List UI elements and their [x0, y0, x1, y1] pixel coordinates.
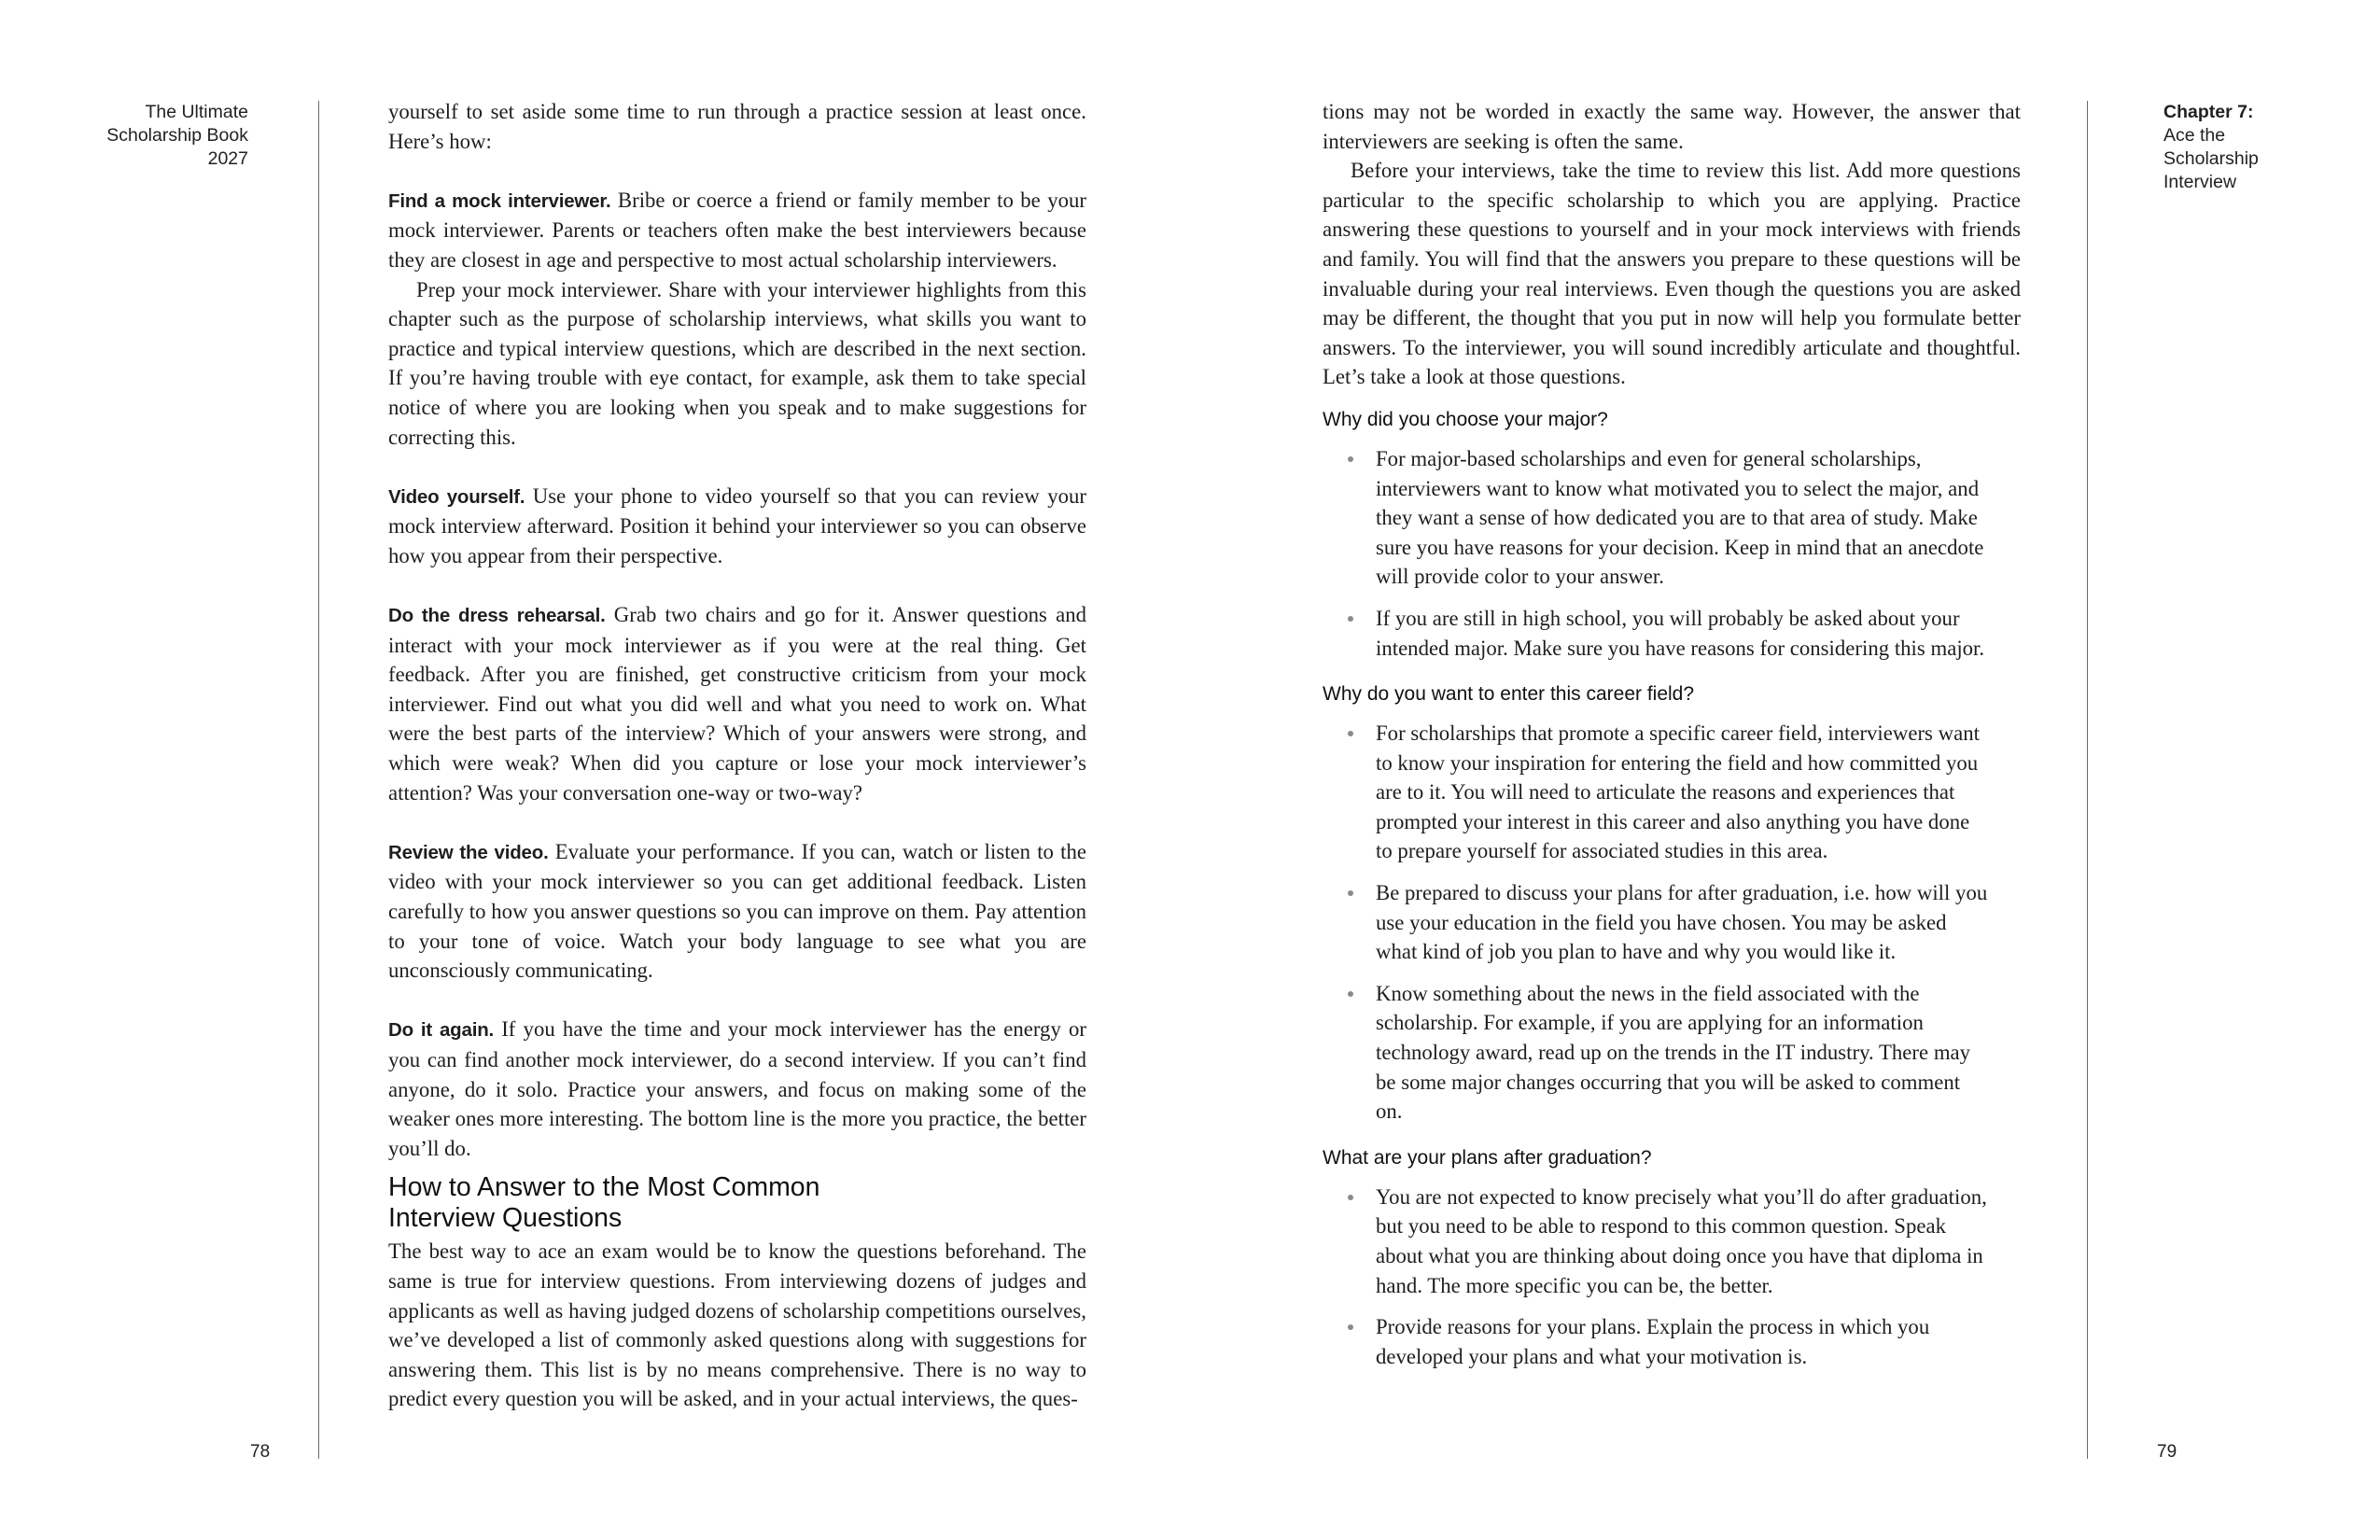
list-item: [1376, 878, 1991, 967]
step-title: Do the dress rehearsal.: [388, 605, 606, 627]
question-heading: What are your plans after graduation?: [1323, 1146, 1652, 1169]
step-prep-paragraph: Prep your mock interviewer. Share with your interviewer highlights from this chapter such as the purpose of scholarship interviews, what skills you want to practice and typical interview questions, which are described in the next section. If you’re having trouble with eye contact, for example, ask them to take special notice of where you are looking when you speak and to make suggestions for correcting this.: [388, 277, 1086, 449]
list-item: [1376, 719, 1991, 866]
bullet-icon: [1348, 890, 1353, 896]
running-head-line: Interview: [2163, 172, 2237, 192]
question-heading: Why do you want to enter this career field?: [1323, 683, 1695, 706]
left-margin-rule: [318, 101, 319, 1459]
running-head-line: 2027: [207, 148, 248, 169]
question-heading: Why did you choose your major?: [1323, 408, 1608, 430]
running-head-book-title: [56, 101, 248, 171]
intro-paragraph: yourself to set aside some time to run through a practice session at least once. Here’s how:: [388, 100, 1086, 153]
running-head-line: Ace the: [2163, 125, 2226, 146]
step-title: Do it again.: [388, 1019, 495, 1042]
bullet-icon: [1348, 616, 1353, 622]
step-title: Find a mock interviewer.: [388, 189, 611, 212]
running-head-chapter: [2163, 101, 2341, 194]
right-page-number: 79: [2157, 1442, 2177, 1462]
bullet-icon: [1348, 991, 1353, 997]
step-text: Use your phone to video yourself so that you can review your mock interview afterward. Position it behind your interviewer so you can observe how you appear from their perspective.: [388, 483, 1086, 567]
step-title: Review the video.: [388, 841, 549, 863]
bullet-text: For scholarships that promote a specific career field, interviewers want to know your inspiration for entering the field and how committed you are to it. You will need to articulate the reasons and experiences that prompted your interest in this career and also anything you have done to prepare yourself for associated studies in this area.: [1376, 721, 1980, 863]
step-dress-rehearsal: [388, 600, 1086, 807]
review-list-paragraph: Before your interviews, take the time to review this list. Add more questions particular to the specific scholarship to which you are applying. Practice answering these questions to yourself and in your mock interviews with friends and family. You will find that the answers you prepare to these questions will be invaluable during your real interviews. Even though the questions you are asked may be different, the thought that you put in now will help you formulate better answers. To the interviewer, you will sound incredibly articulate and thoughtful. Let’s take a look at those questions.: [1323, 159, 2021, 389]
bullet-icon: [1348, 1324, 1353, 1330]
bullet-text: You are not expected to know precisely what you’ll do after graduation, but you need to be able to respond to this common question. Speak about what you are thinking about doing once you have that diploma in hand. The more specific you can be, the better.: [1376, 1184, 1987, 1297]
bullet-icon: [1348, 731, 1353, 736]
right-margin-rule: [2087, 101, 2088, 1459]
step-text: Evaluate your performance. If you can, watch or listen to the video with your mock interviewer so you can get additional feedback. Listen carefully to how you answer questions so you can improve on them. Pay attention to your tone of voice. Watch your body language to see what you are unconsciously communicating.: [388, 839, 1086, 983]
left-page-number: 78: [250, 1442, 271, 1462]
bullet-icon: [1348, 1195, 1353, 1200]
step-find-mock-interviewer: [388, 186, 1086, 275]
bullet-text: For major-based scholarships and even for general scholarships, interviewers want to know what motivated you to select the major, and they want a sense of how dedicated you are to that area of study. Make sure you have reasons for your decision. Keep in mind that an anecdote will provide color to your answer.: [1376, 446, 1984, 589]
section-intro-paragraph: The best way to ace an exam would be to know the questions beforehand. The same is true for interview questions. From interviewing dozens of judges and applicants as well as having judged dozens of scholarship competitions ourselves, we’ve developed a list of commonly asked questions along with suggestions for answering them. This list is by no means comprehensive. There is no way to predict every question you will be asked, and in your actual interviews, the ques-: [388, 1239, 1086, 1411]
section-heading: [388, 1172, 1086, 1234]
list-item: [1376, 979, 1991, 1127]
list-item: [1376, 1312, 1991, 1371]
bullet-icon: [1348, 456, 1353, 462]
step-video-yourself: [388, 482, 1086, 571]
answer-bullet-list: [1323, 719, 1991, 1127]
step-text: Bribe or coerce a friend or family member to be your mock interviewer. Parents or teachers often make the best interviewers because they are closest in age and perspective to most actual scholarship interviewers.: [388, 188, 1086, 272]
list-item: [1376, 444, 1991, 592]
answer-bullet-list: [1323, 1183, 1991, 1372]
left-page-body: [388, 97, 1086, 1414]
running-head-line: Scholarship Book: [106, 125, 248, 146]
step-do-it-again: [388, 1015, 1086, 1163]
step-review-video: [388, 837, 1086, 986]
section-heading-line: How to Answer to the Most Common: [388, 1172, 820, 1203]
bullet-text: Know something about the news in the field associated with the scholarship. For example, if you are applying for an information technology award, read up on the trends in the IT industry. There may be some major changes occurring that you will be asked to comment on.: [1376, 981, 1971, 1124]
running-head-line: Scholarship: [2163, 148, 2259, 169]
running-head-line: The Ultimate: [145, 102, 248, 122]
step-title: Video yourself.: [388, 485, 525, 508]
right-page-body: [1323, 97, 2021, 1383]
answer-bullet-list: [1323, 444, 1991, 663]
list-item: [1376, 1183, 1991, 1300]
bullet-text: If you are still in high school, you will probably be asked about your intended major. Make sure you have reasons for considering this major.: [1376, 606, 1985, 660]
bullet-text: Be prepared to discuss your plans for after graduation, i.e. how will you use your education in the field you have chosen. You may be asked what kind of job you plan to have and why you would like it.: [1376, 881, 1988, 964]
bullet-text: Provide reasons for your plans. Explain the process in which you developed your plans and what your motivation is.: [1376, 1315, 1930, 1368]
chapter-label: Chapter 7:: [2163, 102, 2254, 122]
step-text: If you have the time and your mock interviewer has the energy or you can find another mock interviewer, do a second interview. If you can’t find anyone, do it solo. Practice your answers, and focus on making some of the weaker ones more interesting. The bottom line is the more you practice, the better you’ll do.: [388, 1017, 1086, 1160]
continued-paragraph: tions may not be worded in exactly the same way. However, the answer that interviewers are seeking is often the same.: [1323, 100, 2021, 153]
step-text: Grab two chairs and go for it. Answer questions and interact with your mock interviewer as if you were at the real thing. Get feedback. After you are finished, get constructive criticism from your mock interviewer. Find out what you did well and what you need to work on. What were the best parts of the interview? Which of your answers were strong, and which were weak? When did you capture or lose your mock interviewer’s attention? Was your conversation one-way or two-way?: [388, 603, 1086, 805]
section-heading-line: Interview Questions: [388, 1203, 623, 1234]
list-item: [1376, 604, 1991, 663]
